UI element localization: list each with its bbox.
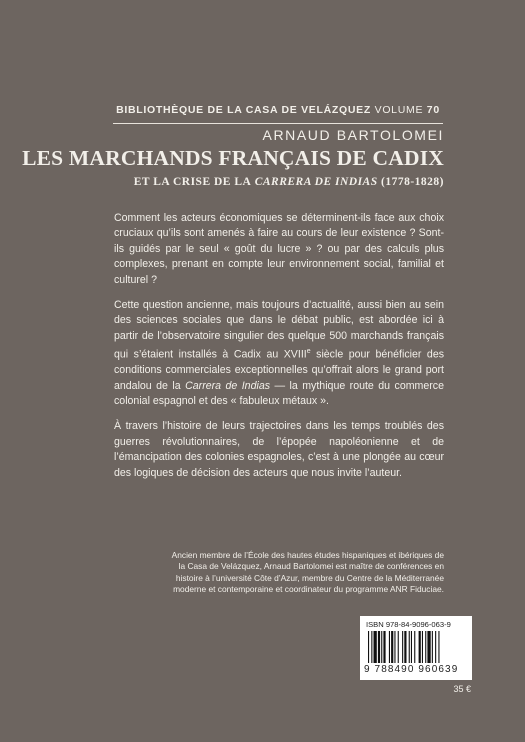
p2-italic: Carrera de Indias [185,379,271,392]
subtitle-dates: (1778-1828) [381,176,444,188]
book-title: LES MARCHANDS FRANÇAIS DE CADIX [22,146,444,170]
volume-label: VOLUME [374,104,424,116]
blurb-paragraph-3: À travers l’histoire de leurs trajectoires dans les temps troublés des guerres révolutionnaires, de l’épopée napoléonienne et de l’émancipation des colonies espagnoles, c’est à une plongée au cœur des logiques de décision des acteurs que nous invite l’auteur. [114,420,444,479]
isbn: ISBN 978-84-9096-063-9 [366,620,451,629]
barcode-digits: 9 788490 960639 [364,664,459,675]
p2-text-a: Cette question ancienne, mais toujours d’actualité, aussi bien au sein des sciences sociales que dans le débat public, est abordée ici à partir de l’observatoire singulier des quelque 500 marchands français qui s’étaient installés à Cadix au XVIII [114,299,444,361]
barcode-box [360,616,472,680]
blurb-paragraph-2 [114,298,444,409]
price: 35 € [453,684,471,694]
series-line [113,104,443,116]
p2-text-c: — la mythique route du commerce colonial espagnol et des « fabuleux métaux ». [114,379,444,407]
back-cover-blurb [114,211,444,491]
book-subtitle [134,176,444,188]
volume-number: 70 [426,104,440,116]
subtitle-prefix: ET LA CRISE DE LA [133,176,252,188]
author-bio: Ancien membre de l’École des hautes études hispaniques et ibériques de la Casa de Velázquez, Arnaud Bartolomei est maître de conférences en histoire à l’université Côte d’Azur, membre du Centre de la Méditerranée moderne et contemporaine et coordinateur du programme ANR Fiduciae. [171,550,444,595]
barcode-icon [368,631,464,663]
p2-superscript: e [306,348,311,356]
blurb-paragraph-1: Comment les acteurs économiques se déterminent-ils face aux choix cruciaux qu’ils sont amenés à faire au cours de leur existence ? Sont-ils guidés par le seul « goût du lucre » ? ou par des calculs plus complexes, prenant en compte leur environnement social, familial et culturel ? [114,212,444,286]
divider [113,123,443,124]
subtitle-italic: CARRERA DE INDIAS [254,176,378,188]
series-name: BIBLIOTHÈQUE DE LA CASA DE VELÁZQUEZ [116,104,371,116]
author-name: ARNAUD BARTOLOMEI [262,127,444,143]
p2-text-b: siècle pour bénéficier des conditions commerciales exceptionnelles qu’offrait alors le grand port andalou de la [114,348,445,392]
